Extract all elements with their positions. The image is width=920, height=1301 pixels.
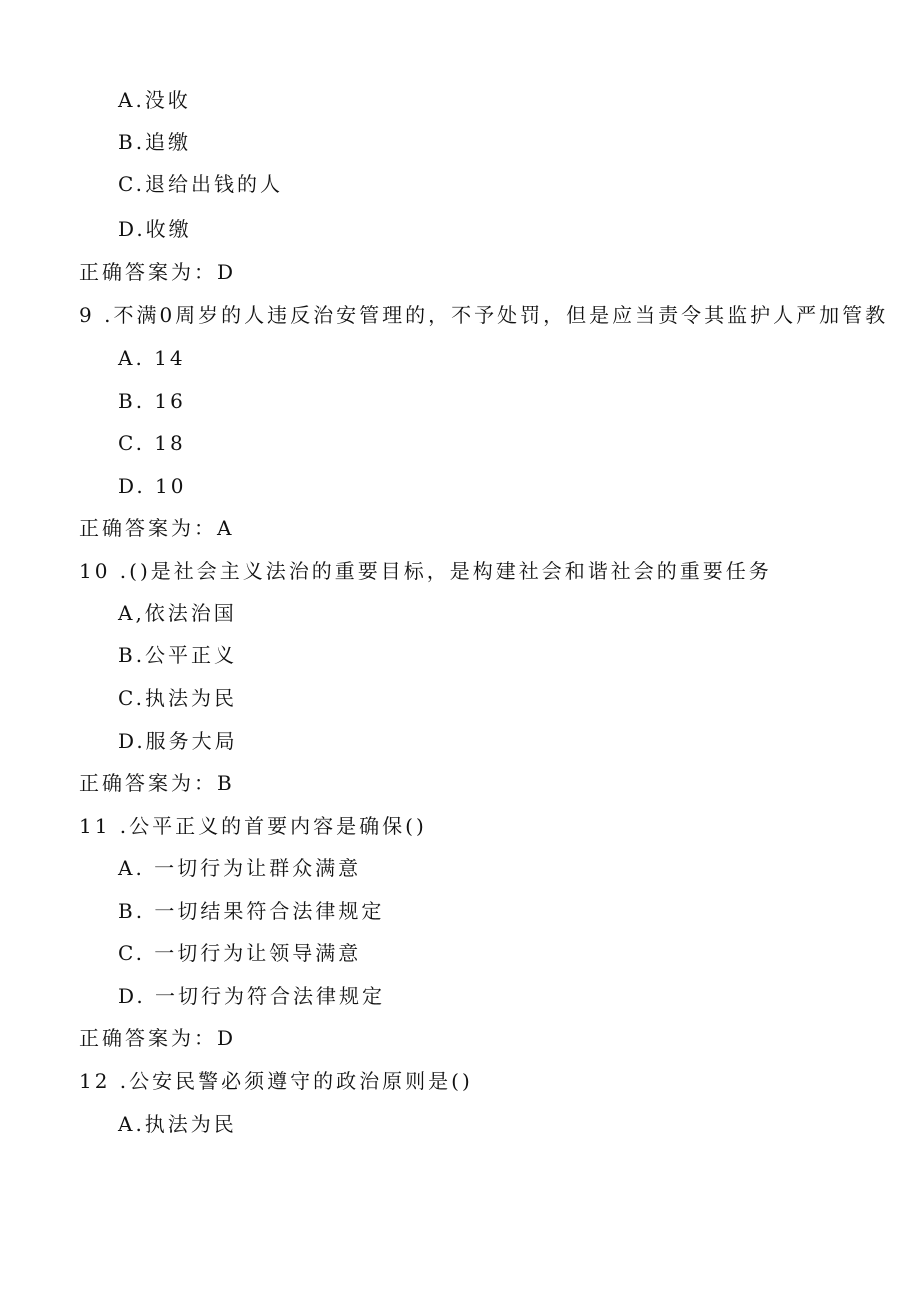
option-c-q9: C. 18 bbox=[118, 431, 186, 455]
answer-q10: 正确答案为：B bbox=[79, 771, 235, 795]
question-9: 9 .不满0周岁的人违反治安管理的，不予处罚，但是应当责令其监护人严加管教 bbox=[79, 303, 889, 327]
question-10: 10 .()是社会主义法治的重要目标，是构建社会和谐社会的重要任务 bbox=[79, 559, 772, 583]
option-b-q9: B. 16 bbox=[118, 389, 186, 413]
option-b-q11: B. 一切结果符合法律规定 bbox=[118, 899, 385, 923]
answer-q11: 正确答案为：D bbox=[79, 1026, 237, 1050]
option-a-q12: A.执法为民 bbox=[118, 1112, 237, 1136]
option-d-collect: D.收缴 bbox=[118, 217, 192, 241]
option-a-q11: A. 一切行为让群众满意 bbox=[118, 856, 362, 880]
question-12: 12 .公安民警必须遵守的政治原则是() bbox=[79, 1069, 473, 1093]
option-d-q9: D. 10 bbox=[118, 474, 187, 498]
option-c-return: C.退给出钱的人 bbox=[118, 172, 283, 196]
option-a-q10: A,依法治国 bbox=[118, 601, 237, 625]
option-c-q11: C. 一切行为让领导满意 bbox=[118, 941, 362, 965]
option-a-q9: A. 14 bbox=[118, 346, 186, 370]
option-d-q10: D.服务大局 bbox=[118, 729, 238, 753]
question-11: 11 .公平正义的首要内容是确保() bbox=[79, 814, 427, 838]
option-b-q10: B.公平正义 bbox=[118, 643, 238, 667]
answer-q8: 正确答案为：D bbox=[79, 260, 237, 284]
answer-q9: 正确答案为：A bbox=[79, 516, 235, 540]
option-c-q10: C.执法为民 bbox=[118, 686, 237, 710]
option-d-q11: D. 一切行为符合法律规定 bbox=[118, 984, 386, 1008]
option-b-recover: B.追缴 bbox=[118, 130, 192, 154]
option-a-confiscate: A.没收 bbox=[118, 88, 191, 112]
